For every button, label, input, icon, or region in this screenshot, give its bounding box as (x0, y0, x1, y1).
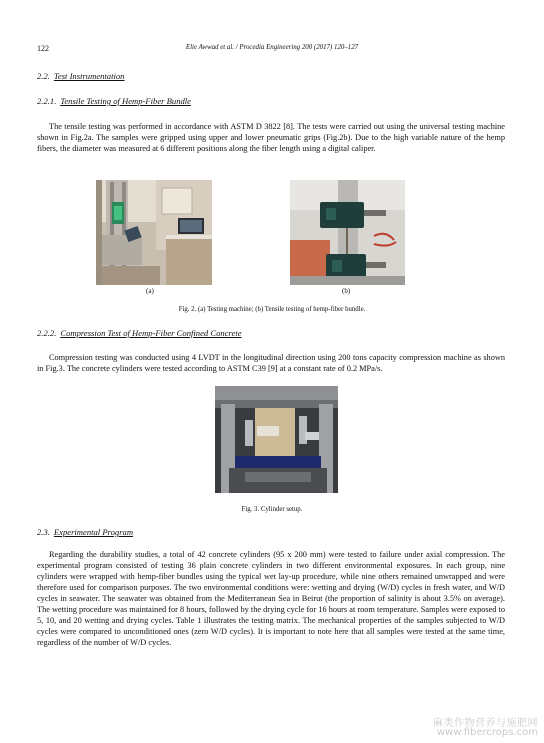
section-title: Test Instrumentation (53, 71, 125, 81)
watermark-url: www.fibercrops.com (436, 727, 538, 738)
paragraph-tensile: The tensile testing was performed in accordance with ASTM D 3822 [8]. The tests were carried out using the universal testing machine shown in Fig.2a. The samples were gripped using upper and lower pneumatic grips (Fig.2b). Due to the high variable nature of the hemp fibers, the diameter was measured at 6 different positions along the fiber length using a digital caliper. (37, 122, 505, 153)
section-title: Experimental Program (53, 527, 134, 537)
figure-3-caption: Fig. 3. Cylinder setup. (241, 506, 303, 513)
section-title: Tensile Testing of Hemp-Fiber Bundle (60, 96, 191, 106)
running-head: Elie Awwad et al. / Procedia Engineering 200 (2017) 120–127 (185, 44, 359, 51)
section-number: 2.2.1. (37, 96, 57, 106)
figure-2a-testing-machine-photo (96, 180, 212, 285)
section-heading-2-3 (37, 527, 133, 537)
figure-3-cylinder-setup-photo (215, 386, 338, 493)
section-number: 2.2.2. (37, 328, 57, 338)
section-heading-2-2-1 (37, 96, 191, 106)
watermark-chinese-text: 麻类作物营养与施肥网 (433, 718, 538, 729)
section-number: 2.2. (37, 71, 50, 81)
section-title: Compression Test of Hemp-Fiber Confined Concrete (60, 328, 242, 338)
page-number: 122 (37, 44, 49, 53)
section-heading-2-2 (37, 71, 124, 81)
paragraph-experimental-program: Regarding the durability studies, a total of 42 concrete cylinders (95 x 200 mm) were tested to failure under axial compression. The experimental program consisted of testing 36 plain concrete cylinders in two different environmental exposures. In each group, nine cylinders were wrapped with hemp-fiber bundles using the typical wet lay-up procedure, while nine others remained unwrapped and were therefore used for comparison purposes. The two environmental conditions were: wetting and drying (W/D) cycles in fresh water, and W/D cycles in seawater. The seawater was obtained from the Mediterranean Sea in Beirut (the proportion of salinity is about 3.5% on average). The wetting procedure was maintained for 8 hours, followed by the drying cycle for 16 hours at room temperature. Samples were exposed to 5, 10, and 20 wetting and drying cycles. Table 1 illustrates the testing matrix. The mechanical properties of the samples subjected to W/D cycles were compared to unconditioned ones (zero W/D cycles). It is important to note here that all samples were tested at the same time, regardless of the number of W/D cycles. (37, 550, 505, 647)
figure-2a-label: (a) (146, 287, 154, 295)
figure-2b-tensile-test-photo (290, 180, 405, 285)
paragraph-compression: Compression testing was conducted using 4 LVDT in the longitudinal direction using 200 tons capacity compression machine as shown in Fig.3. The concrete cylinders were tested according to ASTM C39 [9] at a constant rate of 0.2 MPa/s. (37, 353, 505, 373)
figure-2-caption: Fig. 2. (a) Testing machine; (b) Tensile testing of hemp-fiber bundle. (178, 306, 366, 313)
figure-2b-label: (b) (342, 287, 351, 295)
section-heading-2-2-2 (37, 328, 242, 338)
section-number: 2.3. (37, 527, 50, 537)
